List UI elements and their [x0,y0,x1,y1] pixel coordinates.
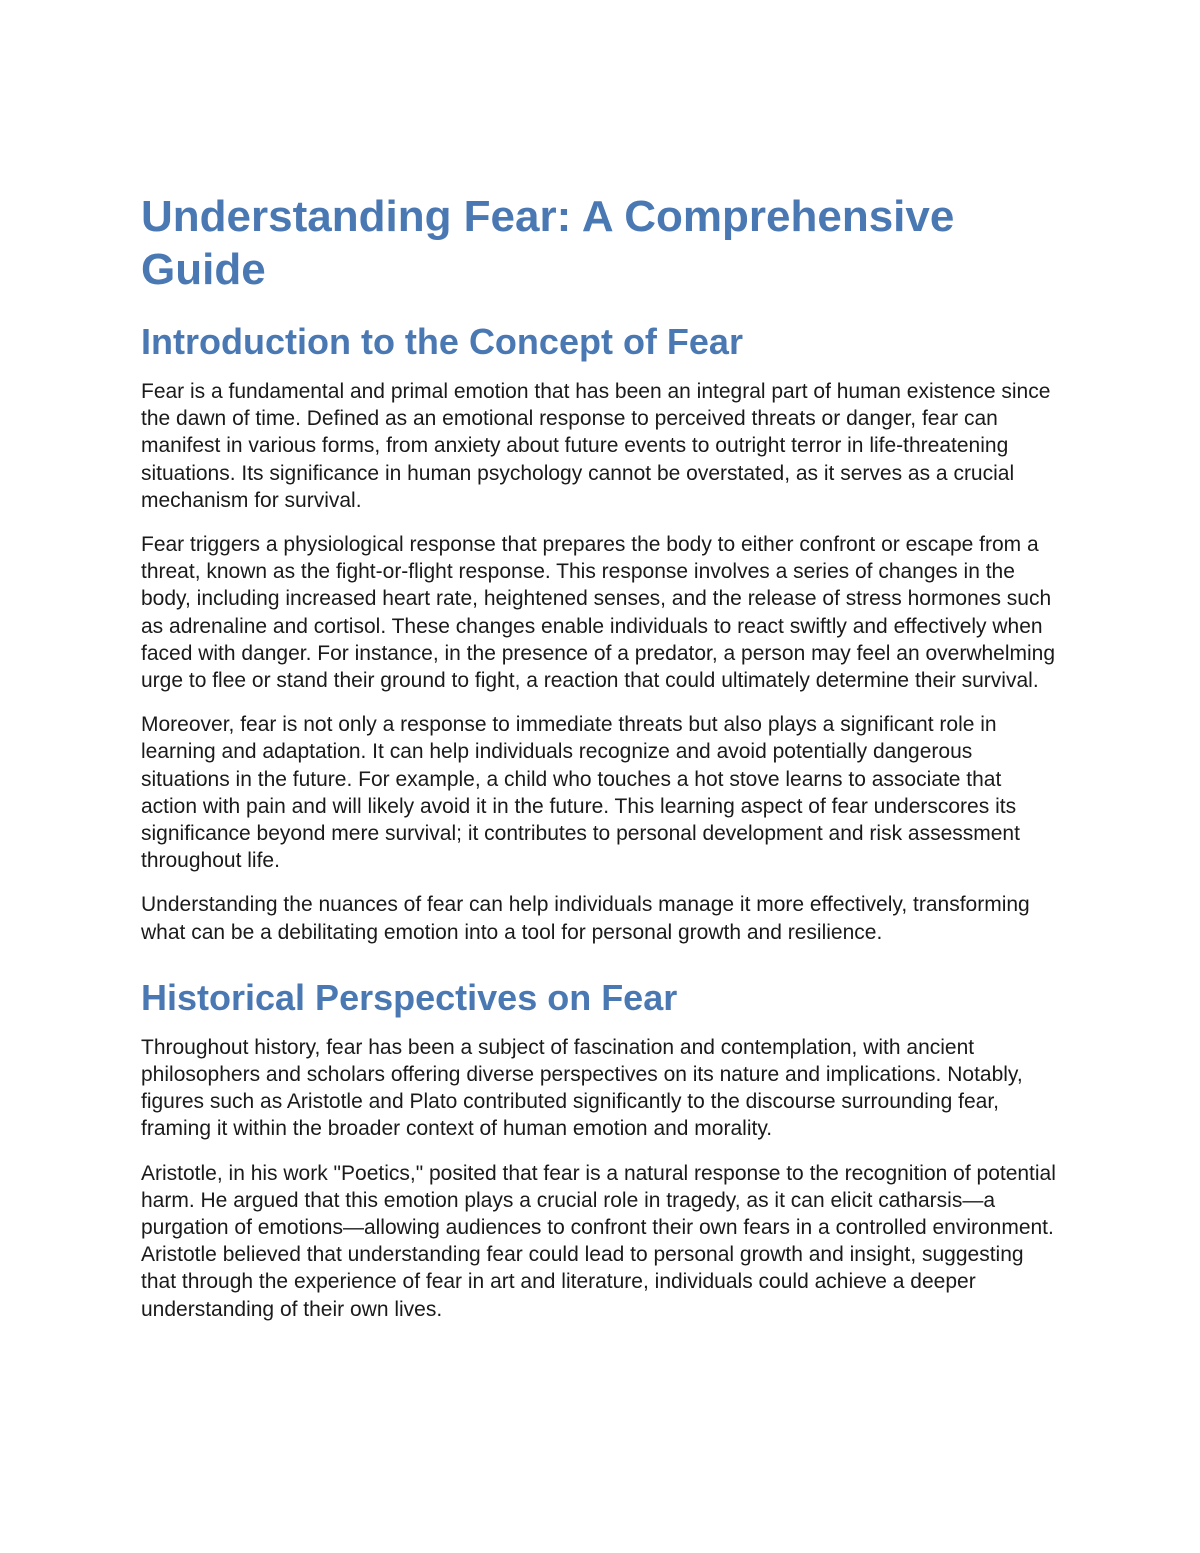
paragraph: Aristotle, in his work "Poetics," posited that fear is a natural response to the recognition of potential harm. He argued that this emotion plays a crucial role in tragedy, as it can elicit catharsis—a purgation of emotions—allowing audiences to confront their own fears in a controlled environment. Aristotle believed that understanding fear could lead to personal growth and insight, suggesting that through the experience of fear in art and literature, individuals could achieve a deeper understanding of their own lives. [141,1161,1056,1321]
section-heading-historical: Historical Perspectives on Fear [141,976,678,1018]
document-page [141,190,1061,1340]
paragraph: Moreover, fear is not only a response to immediate threats but also plays a significant role in learning and adaptation. It can help individuals recognize and avoid potentially dangerous situations in the future. For example, a child who touches a hot stove learns to associate that action with pain and will likely avoid it in the future. This learning aspect of fear underscores its significance beyond mere survival; it contributes to personal development and risk assessment throughout life. [141,713,1020,873]
paragraph: Understanding the nuances of fear can help individuals manage it more effectively, transforming what can be a debilitating emotion into a tool for personal growth and resilience. [141,893,1030,944]
section-heading-introduction: Introduction to the Concept of Fear [141,321,743,362]
paragraph: Fear triggers a physiological response that prepares the body to either confront or escape from a threat, known as the fight-or-flight response. This response involves a series of changes in the body, including increased heart rate, heightened senses, and the release of stress hormones such as adrenaline and cortisol. These changes enable individuals to react swiftly and effectively when faced with danger. For instance, in the presence of a predator, a person may feel an overwhelming urge to flee or stand their ground to fight, a reaction that could ultimately determine their survival. [141,533,1056,693]
paragraph: Throughout history, fear has been a subject of fascination and contemplation, with ancient philosophers and scholars offering diverse perspectives on its nature and implications. Notably, figures such as Aristotle and Plato contributed significantly to the discourse surrounding fear, framing it within the broader context of human emotion and morality. [141,1035,1023,1141]
paragraph: Fear is a fundamental and primal emotion that has been an integral part of human existence since the dawn of time. Defined as an emotional response to perceived threats or danger, fear can manifest in various forms, from anxiety about future events to outright terror in life-threatening situations. Its significance in human psychology cannot be overstated, as it serves as a crucial mechanism for survival. [141,380,1051,512]
document-title: Understanding Fear: A Comprehensive Guide [141,192,955,294]
